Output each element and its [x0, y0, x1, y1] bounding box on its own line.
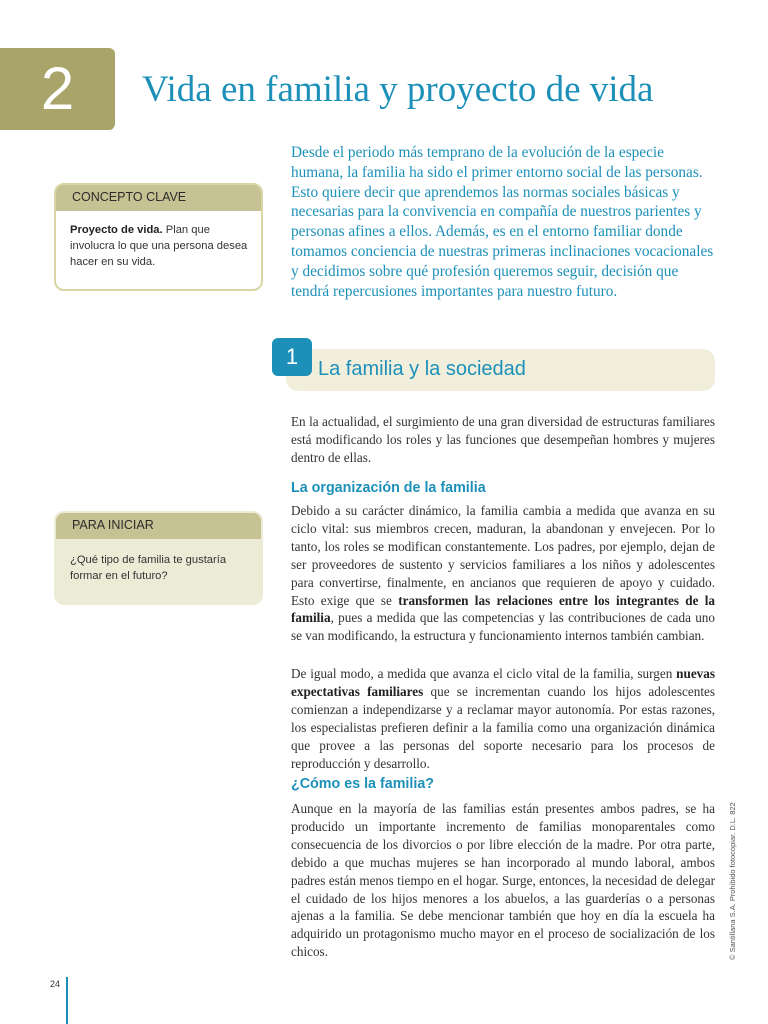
chapter-number: 2	[40, 55, 75, 122]
body-paragraph-2-text-b: , pues a medida que las competencias y las contribuciones de cada uno se van modificando, la estructura y funcionamiento internos también cambian.	[291, 610, 715, 644]
body-paragraph-3	[291, 665, 715, 772]
intro-paragraph: Desde el periodo más temprano de la evolución de la especie humana, la familia ha sido el primer entorno social de las personas. Esto quiere decir que aprendemos las normas sociales básicas y necesarias para la convivencia en compañía de nuestros parientes y personas afines a ellos. Además, es en el entorno familiar donde tomamos conciencia de nuestras primeras inclinaciones vocacionales y decidimos sobre qué profesión queremos seguir, decisión que tendrá repercusiones importantes para nuestro futuro.	[291, 144, 714, 300]
page-rule	[66, 977, 68, 1024]
concepto-clave-box	[54, 183, 263, 291]
chapter-number-box	[0, 48, 115, 130]
chapter-title: Vida en familia y proyecto de vida	[142, 69, 654, 110]
body-paragraph-2	[291, 502, 715, 645]
concepto-clave-body	[56, 211, 261, 280]
body-paragraph-1: En la actualidad, el surgimiento de una gran diversidad de estructuras familiares está modificando los roles y las funciones que desempeñan hombres y mujeres dentro de ellas.	[291, 414, 715, 465]
body-paragraph-2-text-a: Debido a su carácter dinámico, la familia cambia a medida que avanza en su ciclo vital: sus miembros crecen, maduran, la abandonan y envejecen. Por lo tanto, los roles se modifican constantemente. Los padres, por ejemplo, dejan de ser proveedores de sustento y servicios familiares a los niños y adolescentes para convertirse, finalmente, en ancianos que requieren de apoyo y cuidado. Esto exige que se	[291, 503, 715, 608]
para-iniciar-header: PARA INICIAR	[56, 513, 261, 539]
body-paragraph-3-text-a: De igual modo, a medida que avanza el ciclo vital de la familia, surgen	[291, 666, 677, 681]
body-paragraph-3-emphasis: nuevas expectativas familiares	[291, 666, 715, 699]
copyright-notice: © Santillana S.A. Prohibido fotocopiar. D.L. 822	[728, 802, 737, 960]
para-iniciar-question: ¿Qué tipo de familia te gustaría formar en el futuro?	[70, 554, 227, 582]
body-paragraph-4: Aunque en la mayoría de las familias están presentes ambos padres, se ha producido un importante incremento de familias monoparentales como consecuencia de los divorcios o por libre elección de la madre. Por otra parte, debido a que muchas mujeres se han incorporado al mundo laboral, ambos padres están menos tiempo en el hogar. Surge, entonces, la necesidad de delegar el cuidado de los hijos menores a los abuelos, a las guarderías o a personas ajenas a la familia. Se debe mencionar también que hoy en día la escuela ha adquirido un protagonismo mucho mayor en el proceso de socialización de los chicos.	[291, 801, 715, 960]
concepto-clave-header: CONCEPTO CLAVE	[56, 185, 261, 211]
page-number: 24	[50, 979, 61, 989]
section-title: La familia y la sociedad	[318, 358, 526, 380]
concepto-clave-definition: Plan que involucra lo que una persona desea hacer en su vida.	[70, 224, 248, 268]
para-iniciar-box	[54, 511, 263, 605]
subheading-como-es-la-familia: ¿Cómo es la familia?	[291, 776, 435, 792]
concepto-clave-term: Proyecto de vida.	[70, 224, 163, 236]
subheading-organizacion: La organización de la familia	[291, 480, 486, 496]
section-number: 1	[272, 338, 312, 376]
body-paragraph-2-emphasis: transformen las relaciones entre los integrantes de la familia	[291, 592, 715, 626]
body-paragraph-3-text-b: que se incrementan cuando los hijos adolescentes comienzan a independizarse y a reclamar mayor autonomía. Por estas razones, los especialistas prefieren definir a la familia como una organización dinámica que provee a las personas del soporte necesario para los procesos de reproducción y desarrollo.	[291, 683, 715, 771]
